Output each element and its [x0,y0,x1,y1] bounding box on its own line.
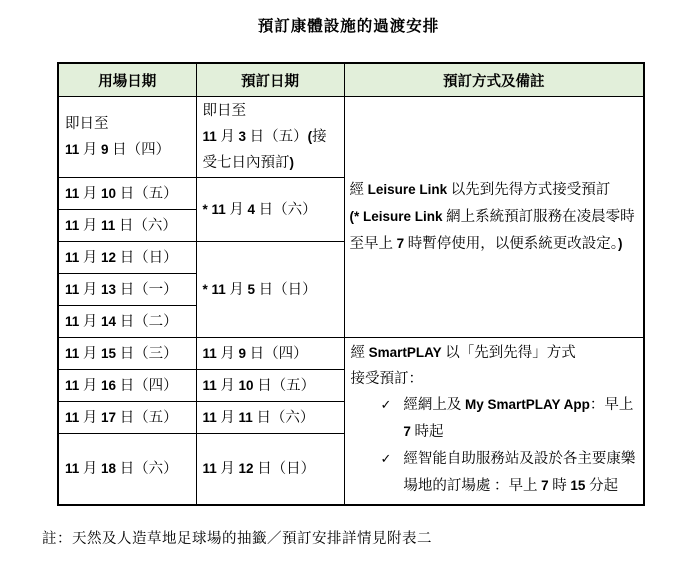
use-date-cell: 11 月 18 日（六） [58,434,196,505]
bullet-item [381,392,639,446]
page-title: 預訂康體設施的過渡安排 [257,18,440,35]
use-date-cell: 11 月 13 日（一） [58,274,196,306]
check-icon: ✓ [380,452,392,468]
use-date-cell: 11 月 16 日（四） [58,370,196,402]
header-booking-date: 預訂日期 [196,63,344,97]
bullet-text: 經智能自助服務站及設於各主要康樂場地的訂場處 ：早上 7 時 15 分起 [403,451,636,494]
header-use-date: 用場日期 [58,63,196,97]
booking-date-cell: 11 月 12 日（日） [196,434,344,505]
table-row [58,338,644,370]
booking-date-cell: 11 月 9 日（四） [196,338,344,370]
use-date-cell: 11 月 17 日（五） [58,402,196,434]
table-header-row [58,63,644,97]
use-date-cell: 即日至 11 月 9 日（四） [58,97,196,178]
booking-date-cell: 11 月 10 日（五） [196,370,344,402]
leisure-link-remark: (* Leisure Link 網上系統預訂服務在凌晨零時至早上 7 時暫停使用，以便系統更改設定。) [349,208,635,252]
smartplay-bullet-list [381,392,639,499]
booking-date-cell: 11 月 11 日（六） [196,402,344,434]
header-booking-method: 預訂方式及備註 [344,63,644,97]
table-row [58,97,644,178]
booking-date-cell: 即日至 11 月 3 日（五）(接受七日內預訂) [196,97,344,178]
booking-method-smartplay-cell [344,338,644,505]
booking-method-leisure-link-cell [344,97,644,338]
footnote: 註：天然及人造草地足球場的抽籤／預訂安排詳情見附表二 [42,531,432,547]
check-icon: ✓ [380,398,392,414]
bullet-text: 經網上及 My SmartPLAY App：早上 7 時起 [403,397,634,441]
bullet-item [381,446,639,500]
smartplay-intro: 經 SmartPLAY 以「先到先得」方式 接受預訂： [350,345,576,388]
use-date-cell: 11 月 11 日（六） [58,210,196,242]
booking-table [57,62,645,506]
use-date-cell: 11 月 10 日（五） [58,178,196,210]
booking-date-cell: * 11 月 4 日（六） [196,178,344,242]
leisure-link-line: 經 Leisure Link 以先到先得方式接受預訂 [349,181,611,198]
use-date-cell: 11 月 12 日（日） [58,242,196,274]
use-date-cell: 11 月 14 日（二） [58,306,196,338]
use-date-cell: 11 月 15 日（三） [58,338,196,370]
booking-date-cell: * 11 月 5 日（日） [196,242,344,338]
